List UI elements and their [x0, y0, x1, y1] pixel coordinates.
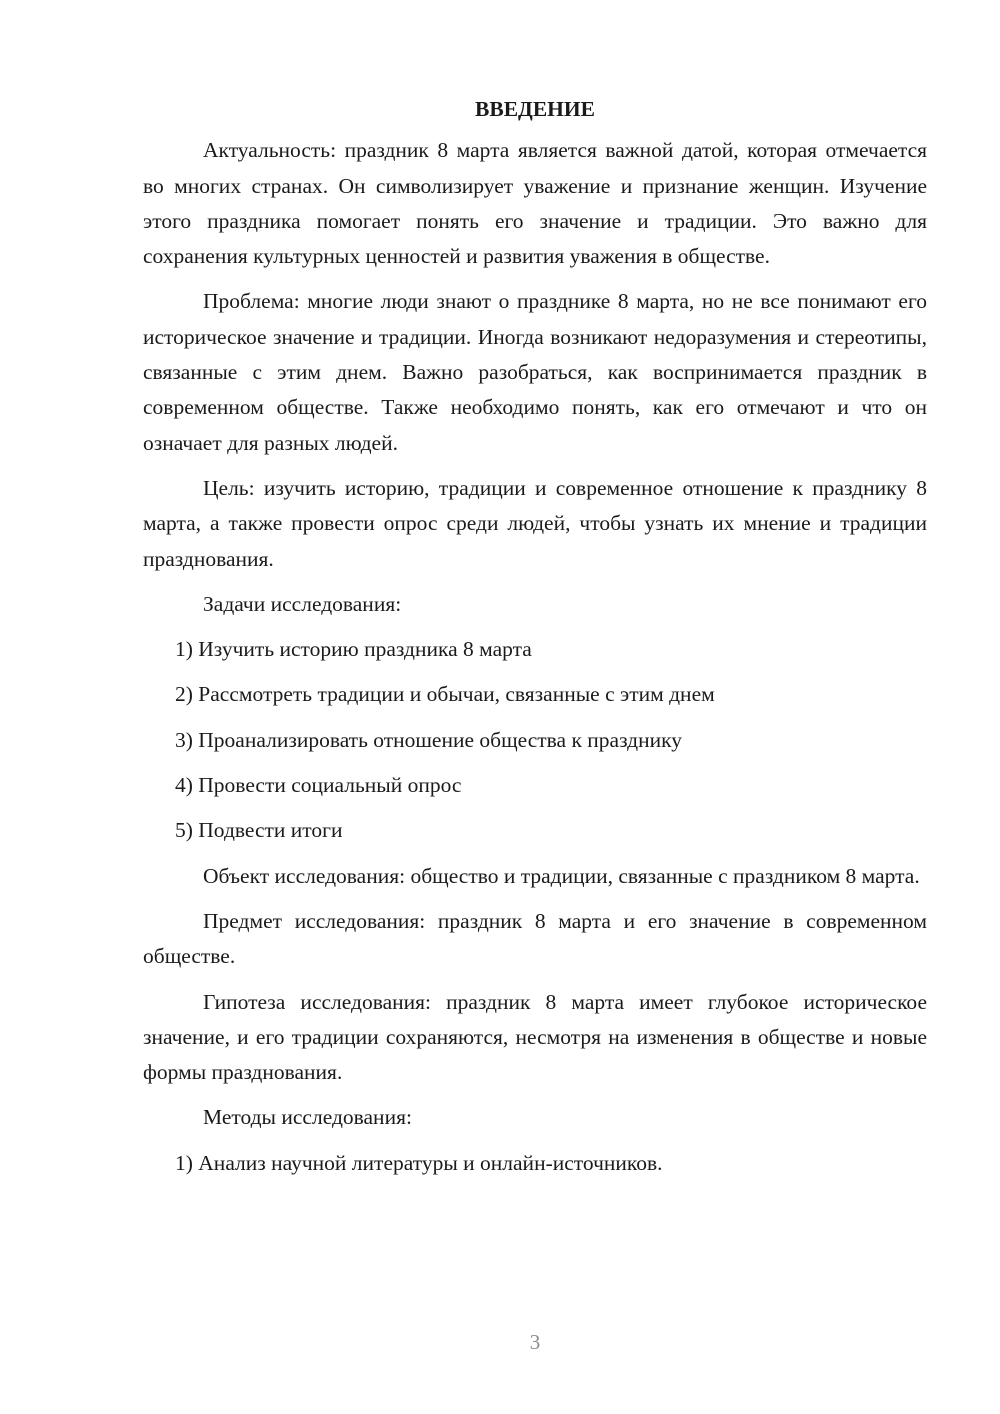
- task-item-4: 4) Провести социальный опрос: [175, 773, 462, 798]
- page-title: ВВЕДЕНИЕ: [475, 97, 595, 121]
- tasks-list: [143, 632, 927, 848]
- method-item-1: 1) Анализ научной литературы и онлайн-источников.: [175, 1150, 663, 1175]
- paragraph-object: Объект исследования: общество и традиции, связанные с праздником 8 марта.: [203, 863, 920, 888]
- paragraph-problem: Проблема: многие люди знают о празднике 8 марта, но не все понимают его историческое значение и традиции. Иногда возникают недоразумения и стереотипы, связанные с этим днем. Важно разобраться, как воспринимается праздник в современном обществе. Также необходимо понять, как его отмечают и что он означает для разных людей.: [143, 289, 927, 455]
- task-item-3: 3) Проанализировать отношение общества к празднику: [175, 727, 683, 752]
- task-item-2: 2) Рассмотреть традиции и обычаи, связанные с этим днем: [175, 682, 715, 707]
- paragraph-relevance: Актуальность: праздник 8 марта является важной датой, которая отмечается во многих странах. Он символизирует уважение и признание женщин. Изучение этого праздника помогает понять его значение и традиции. Это важно для сохранения культурных ценностей и развития уважения в обществе.: [143, 138, 927, 269]
- task-item-1: 1) Изучить историю праздника 8 марта: [175, 637, 532, 662]
- paragraph-subject: Предмет исследования: праздник 8 марта и его значение в современном обществе.: [143, 908, 927, 969]
- methods-list: [143, 1146, 927, 1181]
- methods-heading: Методы исследования:: [203, 1105, 412, 1130]
- document-body: [143, 92, 927, 1191]
- page-number: 3: [529, 1330, 541, 1354]
- tasks-heading: Задачи исследования:: [203, 591, 402, 616]
- paragraph-goal: Цель: изучить историю, традиции и современное отношение к празднику 8 марта, а также провести опрос среди людей, чтобы узнать их мнение и традиции празднования.: [143, 475, 927, 571]
- task-item-5: 5) Подвести итоги: [175, 818, 343, 843]
- paragraph-hypothesis: Гипотеза исследования: праздник 8 марта имеет глубокое историческое значение, и его традиции сохраняются, несмотря на изменения в обществе и новые формы празднования.: [143, 989, 927, 1085]
